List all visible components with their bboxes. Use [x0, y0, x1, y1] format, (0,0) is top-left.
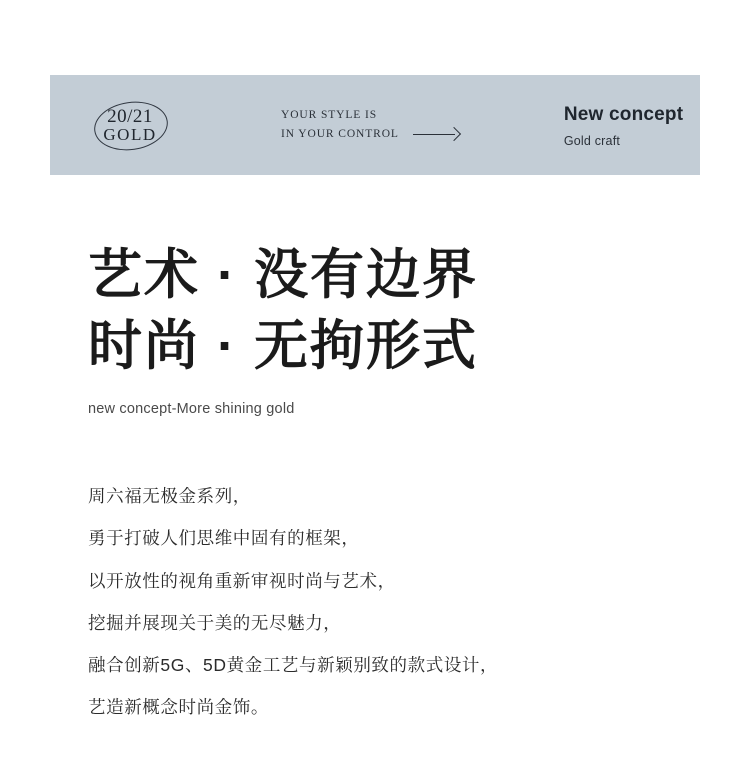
banner-subtitle: Gold craft — [563, 134, 621, 149]
logo-text — [103, 107, 156, 144]
headline-line-2: 时尚 · 无拘形式 — [88, 316, 478, 377]
arrow-head — [447, 127, 461, 141]
banner-heading-group — [564, 102, 683, 149]
top-banner — [50, 75, 700, 175]
logo-line1: 20/21 — [107, 105, 153, 127]
body-line: 挖掘并展现关于美的无尽魅力， — [88, 612, 342, 633]
body-line: 勇于打破人们思维中固有的框架， — [88, 528, 360, 549]
headline-block — [88, 240, 688, 417]
body-copy — [88, 487, 708, 718]
banner-slogan-group — [176, 106, 459, 144]
slogan-line-2: IN YOUR CONTROL — [281, 128, 399, 140]
banner-slogan — [281, 106, 399, 144]
body-line: 艺造新概念时尚金饰。 — [88, 697, 269, 718]
banner-title: New concept — [563, 103, 684, 125]
brand-logo — [84, 96, 176, 154]
arrow-right-icon — [413, 126, 459, 142]
slogan-line-1: YOUR STYLE IS — [281, 109, 378, 122]
body-line: 周六福无极金系列， — [88, 486, 251, 506]
logo-line2: GOLD — [103, 125, 157, 145]
headline-subtitle: new concept-More shining gold — [88, 400, 295, 417]
body-line: 以开放性的视角重新审视时尚与艺术， — [88, 570, 396, 591]
headline-line-1: 艺术 · 没有边界 — [88, 245, 478, 305]
body-line: 融合创新5G、5D黄金工艺与新颖别致的款式设计， — [88, 655, 499, 675]
